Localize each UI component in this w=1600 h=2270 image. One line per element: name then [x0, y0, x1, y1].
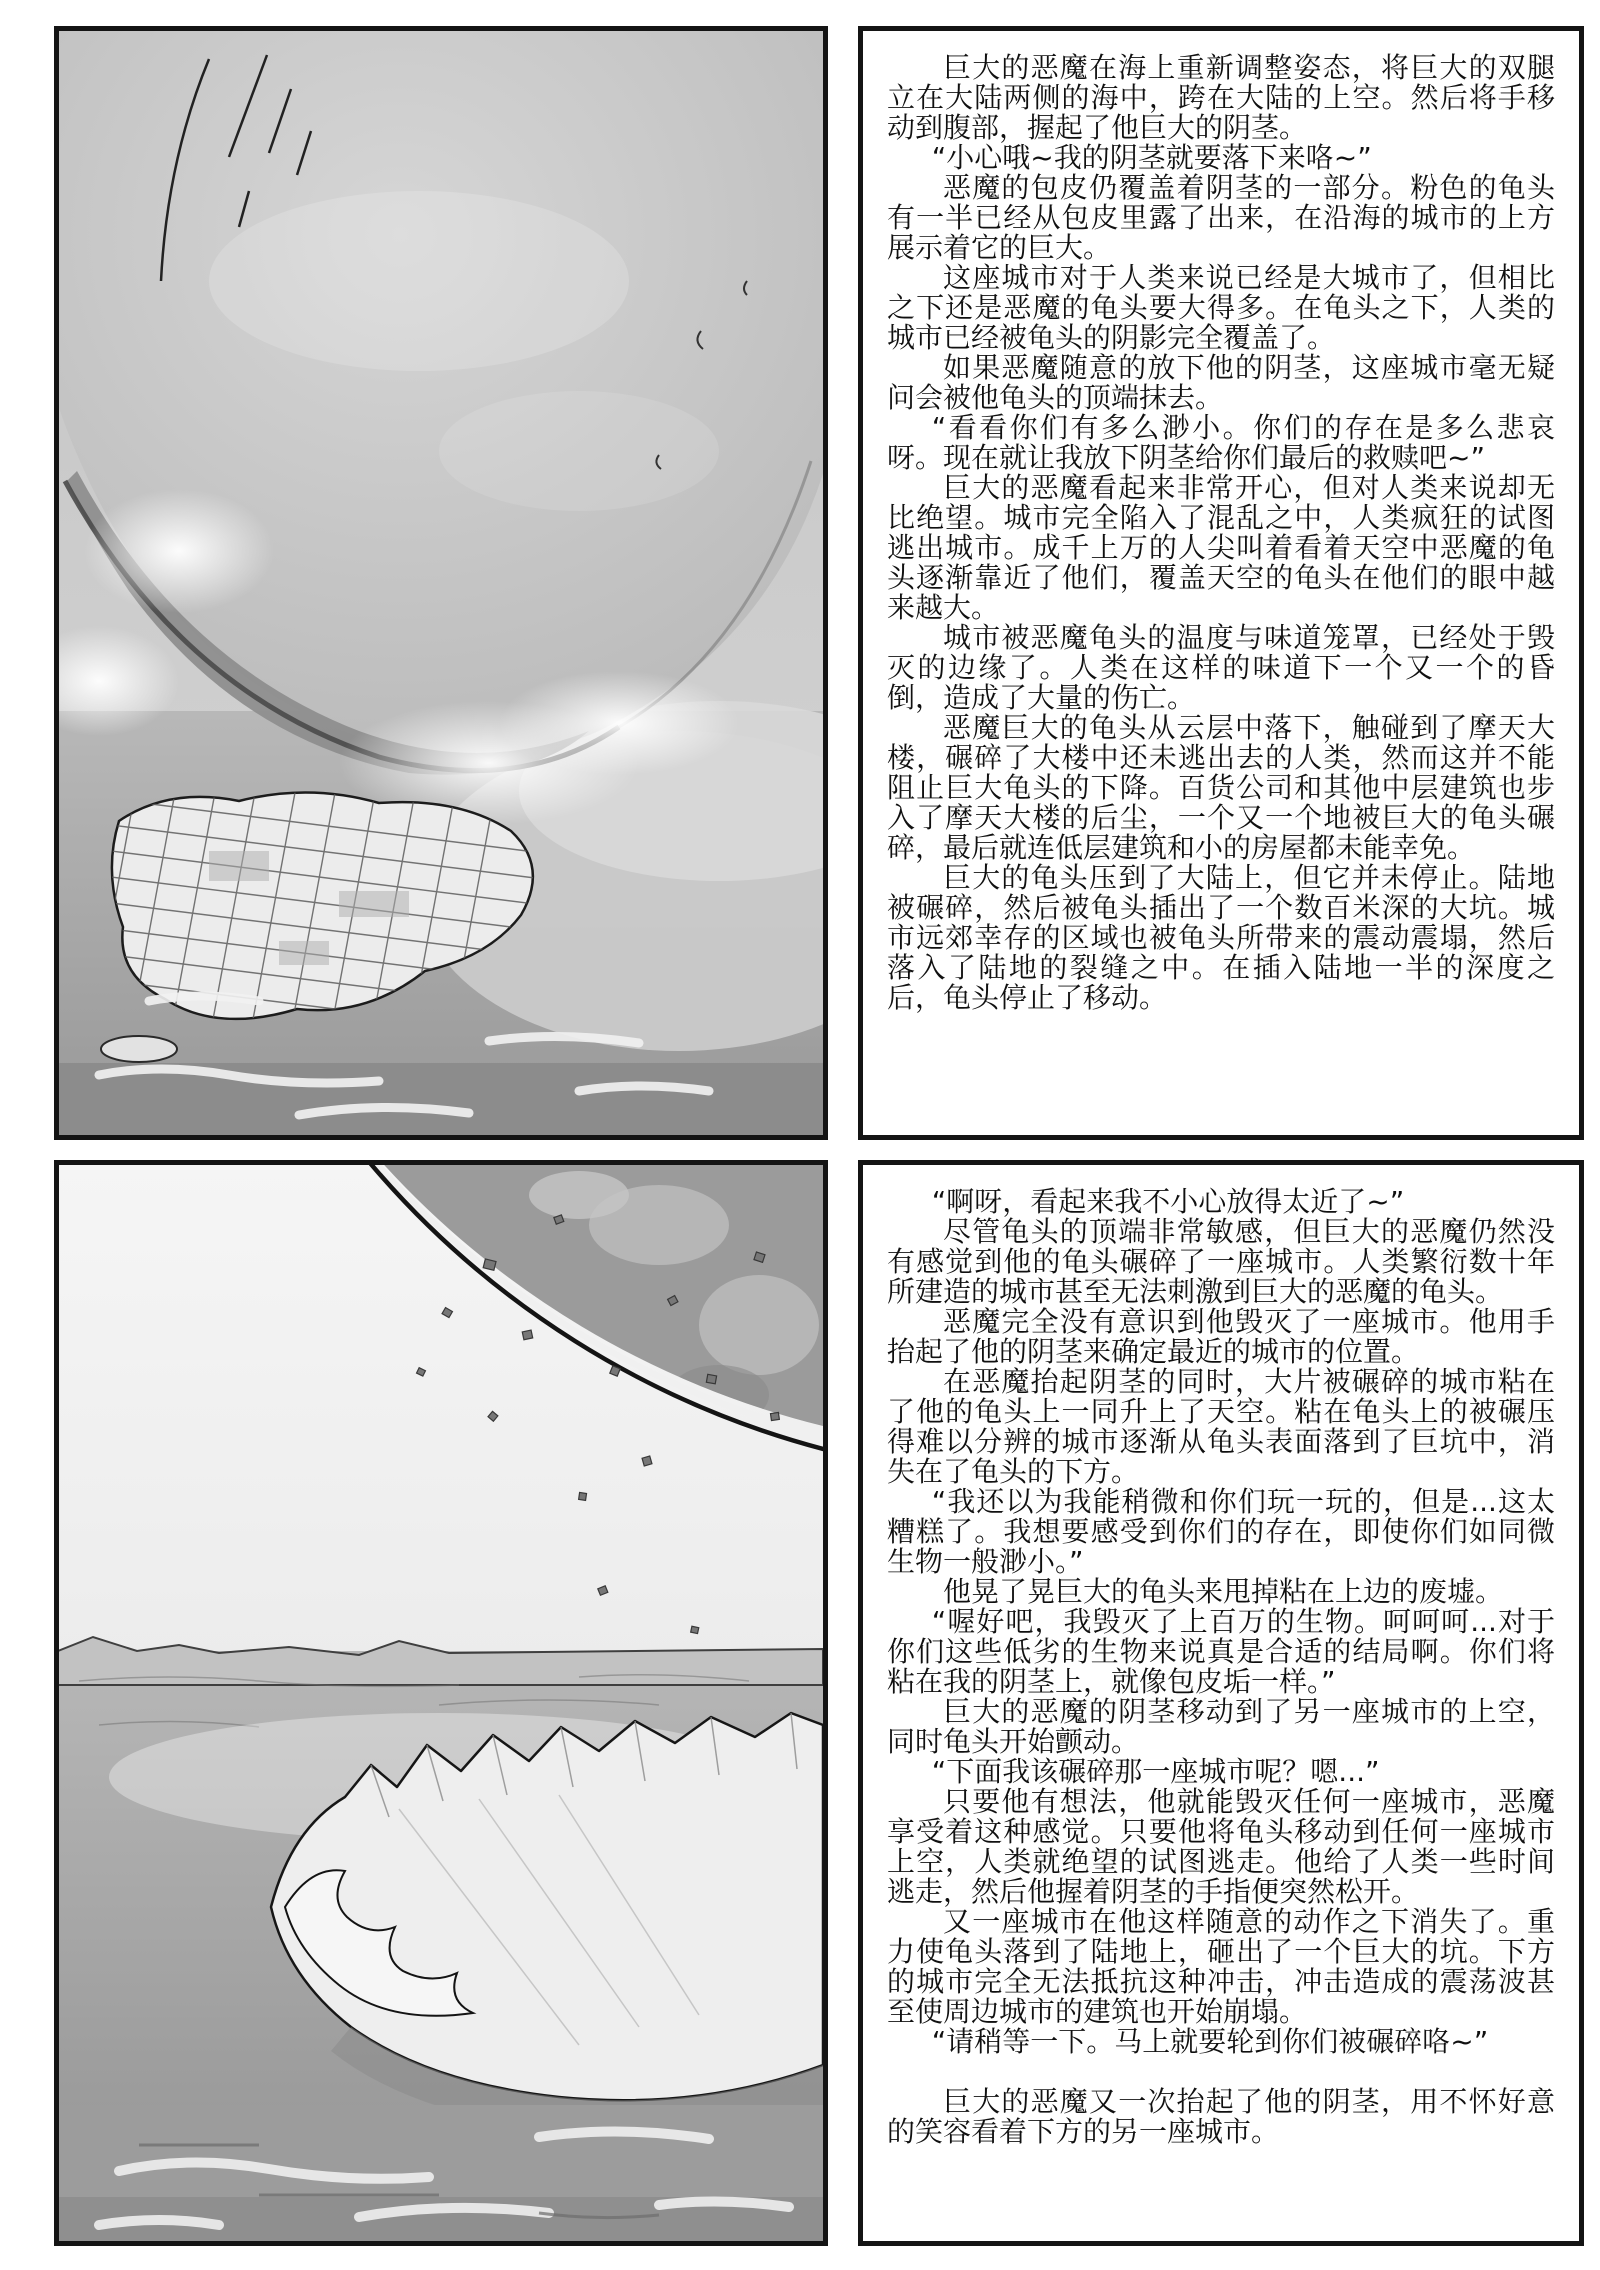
paragraph: 巨大的恶魔看起来非常开心，但对人类来说却无比绝望。城市完全陷入了混乱之中，人类疯狂的试图逃出城市。成千上万的人尖叫着看着天空中恶魔的龟头逐渐靠近了他们，覆盖天空的龟头在他们的眼中越来越大。	[887, 471, 1555, 624]
paragraph: 巨大的龟头压到了大陆上，但它并未停止。陆地被碾碎，然后被龟头插出了一个数百米深的大坑。城市远郊幸存的区域也被龟头所带来的震动震塌，然后落入了陆地的裂缝之中。在插入陆地一半的深度之后，龟头停止了移动。	[887, 861, 1555, 1014]
paragraph: 巨大的恶魔在海上重新调整姿态，将巨大的双腿立在大陆两侧的海中，跨在大陆的上空。然后将手移动到腹部，握起了他巨大的阴茎。	[887, 51, 1555, 144]
paragraph: 在恶魔抬起阴茎的同时，大片被碾碎的城市粘在了他的龟头上一同升上了天空。粘在龟头上的被碾压得难以分辨的城市逐渐从龟头表面落到了巨坑中，消失在了龟头的下方。	[887, 1365, 1555, 1488]
paragraph: 巨大的恶魔又一次抬起了他的阴茎，用不怀好意的笑容看着下方的另一座城市。	[887, 2085, 1555, 2148]
paragraph-dialogue: “看看你们有多么渺小。你们的存在是多么悲哀呀。现在就让我放下阴茎给你们最后的救赎吧~”	[887, 411, 1555, 474]
narration-block-1	[858, 26, 1584, 1140]
cloud-glow	[84, 489, 274, 613]
paragraph: 巨大的恶魔的阴茎移动到了另一座城市的上空，同时龟头开始颤动。	[887, 1695, 1555, 1758]
paragraph-dialogue: “啊呀，看起来我不小心放得太近了~”	[931, 1185, 1405, 1218]
paragraph-dialogue: “我还以为我能稍微和你们玩一玩的，但是...这太糟糕了。我想要感受到你们的存在，即使你们如同微生物一般渺小。”	[887, 1485, 1555, 1578]
cloud-glow	[499, 671, 739, 775]
panel-sphere-impact-wave	[54, 1160, 828, 2246]
sphere-impact-wave-illustration	[59, 1165, 823, 2241]
paragraph: 尽管龟头的顶端非常敏感，但巨大的恶魔仍然没有感觉到他的龟头碾碎了一座城市。人类繁衍数十年所建造的城市甚至无法刺激到巨大的恶魔的龟头。	[887, 1215, 1555, 1308]
ocean-foreground	[59, 2105, 823, 2241]
paragraph-dialogue: “请稍等一下。马上就要轮到你们被碾碎咯~”	[931, 2025, 1489, 2058]
glans-over-city-illustration	[59, 31, 823, 1135]
paragraph: 如果恶魔随意的放下他的阴茎，这座城市毫无疑问会被他龟头的顶端抹去。	[887, 351, 1555, 414]
paragraph-dialogue: “下面我该碾碎那一座城市呢？嗯...”	[931, 1755, 1380, 1788]
paragraph: 城市被恶魔龟头的温度与味道笼罩，已经处于毁灭的边缘了。人类在这样的味道下一个又一个的昏倒，造成了大量的伤亡。	[887, 621, 1555, 714]
paragraph: 又一座城市在他这样随意的动作之下消失了。重力使龟头落到了陆地上，砸出了一个巨大的坑。下方的城市完全无法抵抗这种冲击，冲击造成的震荡波甚至使周边城市的建筑也开始崩塌。	[887, 1905, 1555, 2028]
paragraph-dialogue: “喔好吧，我毁灭了上百万的生物。呵呵呵...对于你们这些低劣的生物来说真是合适的结局啊。你们将粘在我的阴茎上，就像包皮垢一样。”	[887, 1605, 1555, 1698]
paragraph: 只要他有想法，他就能毁灭任何一座城市，恶魔享受着这种感觉。只要他将龟头移动到任何一座城市上空，人类就绝望的试图逃走。他给了人类一些时间逃走，然后他握着阴茎的手指便突然松开。	[887, 1785, 1555, 1908]
paragraph: 恶魔巨大的龟头从云层中落下，触碰到了摩天大楼，碾碎了大楼中还未逃出去的人类，然而这并不能阻止巨大龟头的下降。百货公司和其他中层建筑也步入了摩天大楼的后尘，一个又一个地被巨大的龟头碾碎，最后就连低层建筑和小的房屋都未能幸免。	[887, 711, 1555, 864]
paragraph-dialogue: “小心哦~我的阴茎就要落下来咯~”	[931, 141, 1372, 174]
panel-glans-over-city	[54, 26, 828, 1140]
paragraph: 这座城市对于人类来说已经是大城市了，但相比之下还是恶魔的龟头要大得多。在龟头之下，人类的城市已经被龟头的阴影完全覆盖了。	[887, 261, 1555, 354]
paragraph: 恶魔完全没有意识到他毁灭了一座城市。他用手抬起了他的阴茎来确定最近的城市的位置。	[887, 1305, 1555, 1368]
paragraph: 他晃了晃巨大的龟头来甩掉粘在上边的废墟。	[943, 1575, 1504, 1608]
paragraph: 恶魔的包皮仍覆盖着阴茎的一部分。粉色的龟头有一半已经从包皮里露了出来，在沿海的城市的上方展示着它的巨大。	[887, 171, 1555, 264]
islet	[101, 1036, 177, 1062]
narration-block-2	[858, 1160, 1584, 2246]
